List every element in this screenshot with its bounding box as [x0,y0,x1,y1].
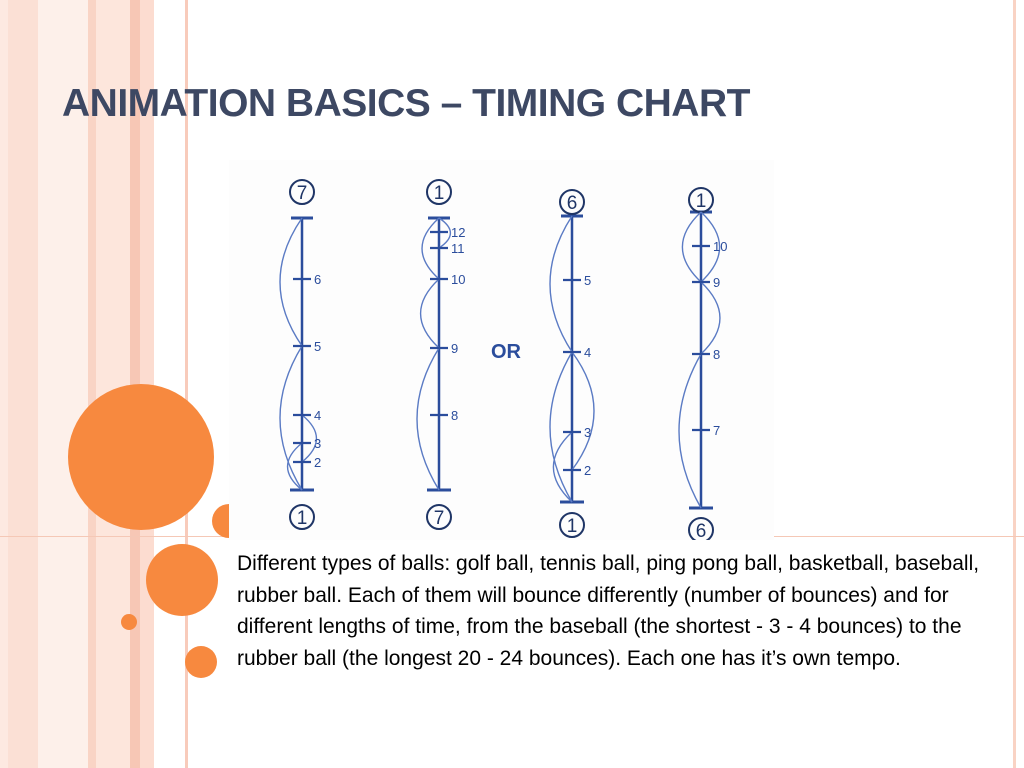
slide-title: ANIMATION BASICS – TIMING CHART [62,82,750,125]
chart-1-tick-label-5: 5 [314,339,322,354]
chart-4-tick-label-10: 10 [713,239,728,254]
chart-2-tick-label-11: 11 [451,241,465,256]
chart-4-tick-label-7: 7 [713,423,721,438]
chart-3-tick-label-3: 3 [584,425,592,440]
chart-1-tick-label-3: 3 [314,436,322,451]
left-stripe-2 [8,0,38,768]
chart-1-tick-label-4: 4 [314,408,322,423]
chart-2-tick-label-10: 10 [451,272,466,287]
chart-1-tick-label-2: 2 [314,455,322,470]
decor-circle-large [68,384,214,530]
timing-chart-svg [229,160,774,540]
timing-chart-drawing [229,160,774,540]
chart-1-tick-label-6: 6 [314,272,322,287]
decor-circle-small [185,646,217,678]
chart-1-top-key-label: 7 [296,183,308,204]
chart-4-tick-label-8: 8 [713,347,721,362]
chart-2-top-key-label: 1 [433,183,445,204]
chart-2-tick-label-8: 8 [451,408,459,423]
chart-3-top-key-label: 6 [566,193,578,214]
left-stripe-1 [0,0,8,768]
chart-3-tick-label-2: 2 [584,463,592,478]
decor-circle-dot [121,614,137,630]
chart-2-tick-label-9: 9 [451,341,459,356]
chart-3-tick-label-4: 4 [584,345,592,360]
chart-3-bottom-key-label: 1 [566,516,578,537]
chart-2-tick-label-12: 12 [451,225,466,240]
decor-circle-medium [146,544,218,616]
chart-1-bottom-key-label: 1 [296,508,308,529]
chart-4-bottom-key-label: 6 [695,521,707,540]
or-separator-label: OR [491,341,521,363]
chart-4-top-key-label: 1 [695,191,707,212]
chart-4-tick-label-9: 9 [713,275,721,290]
chart-2-bottom-key-label: 7 [433,508,445,529]
slide-caption: Different types of balls: golf ball, tennis ball, ping pong ball, basketball, baseball, rubber ball. Each of them will bounce differently (number of bounces) and for different lengths of time, from the baseball (the shortest - 3 - 4 bounces) to the rubber ball (the longest 20 - 24 bounces). Each one has it’s own tempo. [237,552,980,670]
chart-3-tick-label-5: 5 [584,273,592,288]
